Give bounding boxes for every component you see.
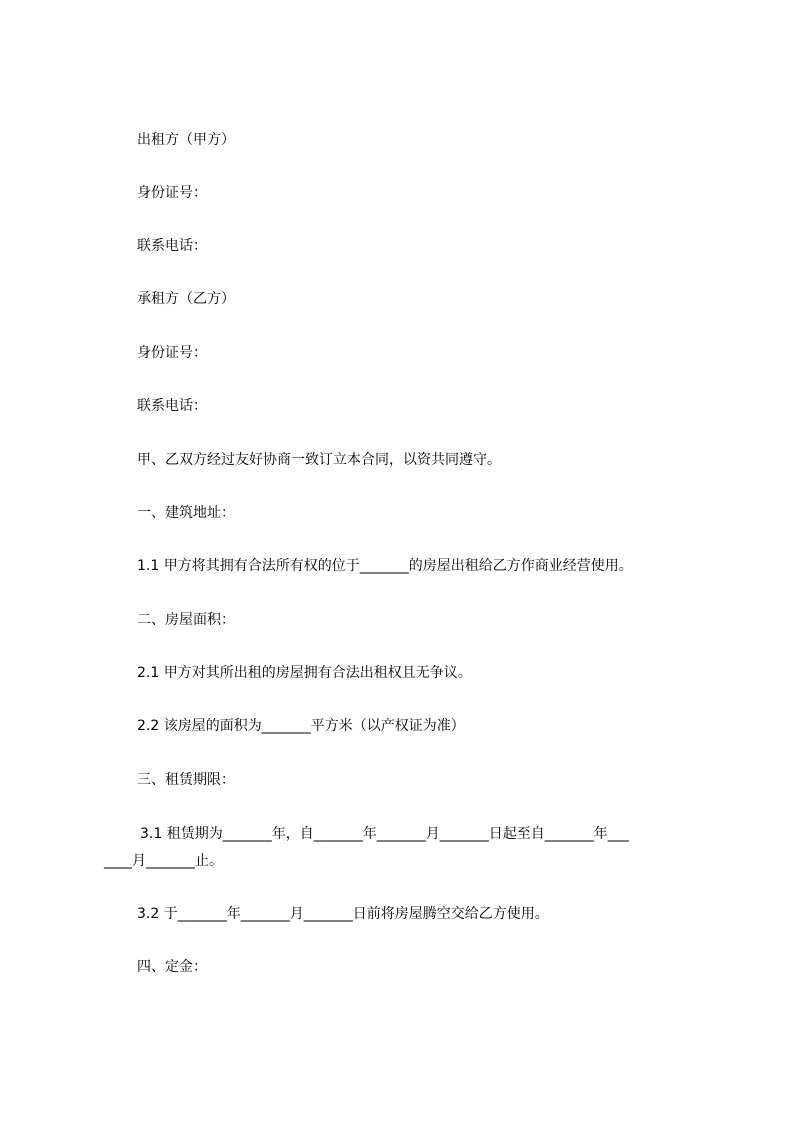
clause-1-1: 1.1 甲方将其拥有合法所有权的位于_______的房屋出租给乙方作商业经营使用。 — [137, 558, 633, 574]
section-1-heading: 一、建筑地址： — [137, 505, 235, 521]
section-2-heading: 二、房屋面积： — [137, 612, 235, 628]
lessee-id-number-label: 身份证号： — [137, 345, 207, 361]
clause-2-1: 2.1 甲方对其所出租的房屋拥有合法出租权且无争议。 — [137, 665, 472, 681]
clause-3-1-line-1: 3.1 租赁期为_______年，自_______年_______月_______日起至自_______年___ — [140, 826, 629, 842]
clause-3-1-line-2: ____月_______止。 — [104, 853, 223, 869]
lessee-party-label: 承租方（乙方） — [137, 291, 235, 307]
lessee-phone-label: 联系电话： — [137, 398, 207, 414]
lessor-party-label: 出租方（甲方） — [137, 132, 235, 148]
clause-3-2: 3.2 于_______年_______月_______日前将房屋腾空交给乙方使用。 — [137, 906, 549, 922]
lessor-phone-label: 联系电话： — [137, 238, 207, 254]
section-3-heading: 三、租赁期限： — [137, 772, 235, 788]
lessor-id-number-label: 身份证号： — [137, 185, 207, 201]
clause-2-2: 2.2 该房屋的面积为_______平方米（以产权证为准） — [137, 718, 465, 734]
agreement-intro: 甲、乙双方经过友好协商一致订立本合同，以资共同遵守。 — [137, 452, 501, 468]
section-4-heading: 四、定金： — [137, 959, 207, 975]
